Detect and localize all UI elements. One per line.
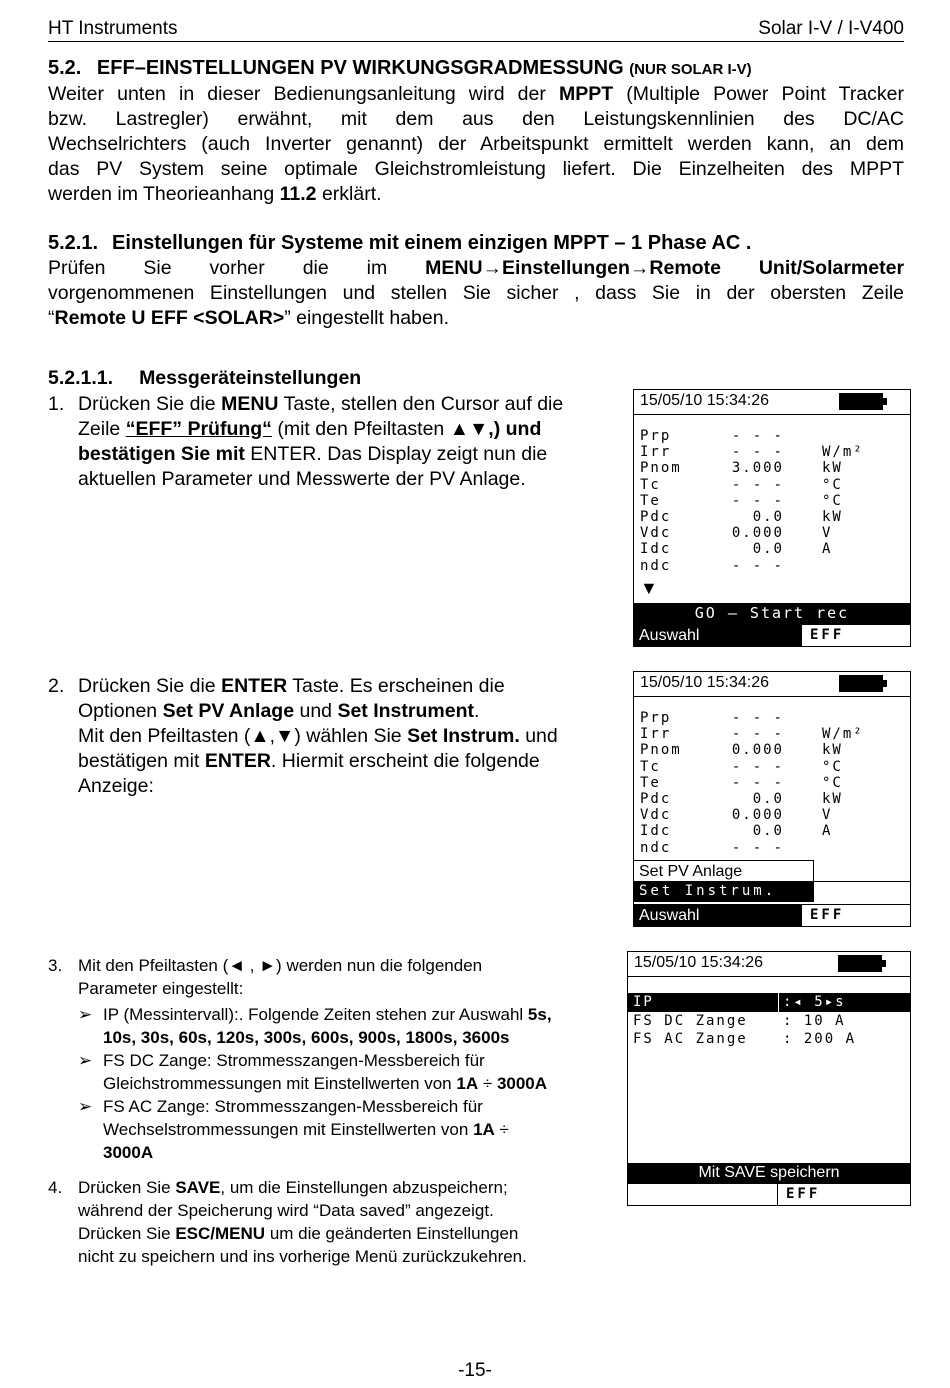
parameter-name: Te bbox=[640, 492, 661, 509]
display-screen-3 bbox=[627, 951, 911, 1206]
parameter-value: 0.0 bbox=[752, 791, 784, 807]
step3-text: Mit den Pfeiltasten (◄ , ►) werden nun die folgenden Parameter eingestellt: bbox=[78, 956, 483, 998]
parameter-name: Te bbox=[640, 774, 661, 791]
parameter-value: - - - bbox=[731, 476, 784, 493]
parameter-value: - - - bbox=[731, 492, 784, 509]
parameter-value: 0.000 bbox=[731, 742, 784, 759]
parameter-value: - - - bbox=[731, 557, 784, 574]
parameter-value: 0.000 bbox=[731, 807, 784, 824]
parameter-name: Idc bbox=[640, 823, 672, 840]
eff-mode-label: EFF bbox=[801, 905, 910, 926]
section-para-line5: werden im Theorieanhang 11.2 erklärt. bbox=[48, 183, 382, 205]
parameter-row bbox=[640, 558, 902, 574]
parameter-unit: kW bbox=[822, 791, 843, 807]
parameter-unit: °C bbox=[822, 476, 843, 493]
parameter-unit: A bbox=[822, 541, 833, 558]
step1-text: Drücken Sie die MENU Taste, stellen den Cursor auf die Zeile “EFF” Prüfung“ (mit den Pfeiltasten ▲▼,) und bestätigen Sie mit ENTER. Das Display zeigt nun die aktuellen Parameter und Messwerte der PV Anlage. bbox=[78, 393, 564, 490]
parameter-value: - - - bbox=[731, 774, 784, 791]
parameter-unit: °C bbox=[822, 774, 843, 791]
parameter-value: - - - bbox=[731, 758, 784, 775]
go-start-rec-bar: GO – Start rec bbox=[634, 603, 910, 624]
battery-icon bbox=[839, 675, 883, 692]
section-note: (NUR SOLAR I-V) bbox=[629, 61, 752, 78]
page-number: -15- bbox=[458, 1360, 492, 1381]
parameter-row bbox=[640, 509, 902, 525]
step4-number: 4. bbox=[48, 1178, 63, 1197]
step1-number: 1. bbox=[48, 393, 65, 415]
parameter-row bbox=[640, 444, 902, 460]
parameter-value: 0.0 bbox=[752, 823, 784, 840]
subsection-line2: vorgenommenen Einstellungen und stellen Sie sicher , dass Sie in der obersten Zeile bbox=[48, 282, 904, 304]
section-number: 5.2. bbox=[48, 57, 82, 79]
parameter-value: - - - bbox=[731, 444, 784, 461]
parameter-name: Vdc bbox=[640, 525, 672, 542]
section-para-line1: Weiter unten in dieser Bedienungsanleitung wird der MPPT (Multiple Power Point Tracker bbox=[48, 83, 905, 105]
arrow-bullet-icon: ➢ bbox=[78, 1005, 93, 1024]
step2-number: 2. bbox=[48, 675, 65, 697]
parameter-row bbox=[640, 840, 902, 856]
header-rule bbox=[48, 41, 904, 42]
display3-status-bar bbox=[628, 952, 910, 977]
step2-text: Drücken Sie die ENTER Taste. Es erscheinen die Optionen Set PV Anlage und Set Instrument. Mit den Pfeiltasten (▲,▼) wählen Sie Set Instrum. und bestätigen mit ENTER. Hiermit erscheint die folgende Anzeige: bbox=[78, 675, 558, 797]
ip-value: :◂ 5▸s bbox=[783, 994, 846, 1010]
parameter-unit: kW bbox=[822, 509, 843, 525]
parameter-unit: V bbox=[822, 525, 833, 542]
parameter-value: - - - bbox=[731, 428, 784, 444]
subsection-heading: 5.2.1. Einstellungen für Systeme mit einem einzigen MPPT – 1 Phase AC . bbox=[48, 232, 752, 254]
parameter-row bbox=[640, 823, 902, 839]
parameter-name: Idc bbox=[640, 541, 672, 558]
menu-option-set-pv-anlage[interactable]: Set PV Anlage bbox=[634, 860, 814, 881]
display3-datetime: 15/05/10 15:34:26 bbox=[634, 954, 764, 971]
display2-divider bbox=[814, 881, 910, 882]
display2-footer bbox=[634, 904, 910, 926]
display-screen-1 bbox=[633, 389, 911, 647]
parameter-name: Pnom bbox=[640, 742, 682, 759]
parameter-name: Pnom bbox=[640, 460, 682, 477]
parameter-row bbox=[640, 493, 902, 509]
parameter-row bbox=[640, 726, 902, 742]
display2-status-bar bbox=[634, 672, 910, 697]
step3-bullet-fs-ac: ➢ FS AC Zange: Strommesszangen-Messbereich für Wechselstrommessungen mit Einstellwerten von 1A ÷ 3000A bbox=[78, 1097, 509, 1162]
subsubsection-heading: 5.2.1.1. Messgeräteinstellungen bbox=[48, 367, 362, 389]
eff-mode-label: EFF bbox=[801, 625, 910, 646]
parameter-value: 0.0 bbox=[752, 541, 784, 558]
arrow-bullet-icon: ➢ bbox=[78, 1051, 93, 1070]
step3-bullet-ip: ➢ IP (Messintervall):. Folgende Zeiten stehen zur Auswahl 5s, 10s, 30s, 60s, 120s, 300s, 600s, 900s, 1800s, 3600s bbox=[78, 1005, 552, 1047]
parameter-row bbox=[640, 791, 902, 807]
header-product: Solar I-V / I-V400 bbox=[758, 18, 904, 39]
parameter-value: - - - bbox=[731, 710, 784, 726]
auswahl-softkey[interactable]: Auswahl bbox=[634, 905, 801, 926]
parameter-unit: kW bbox=[822, 460, 843, 477]
display1-datetime: 15/05/10 15:34:26 bbox=[640, 392, 770, 409]
parameter-name: ndc bbox=[640, 557, 672, 574]
battery-icon bbox=[839, 393, 883, 410]
parameter-value: 0.000 bbox=[731, 525, 784, 542]
display1-status-bar bbox=[634, 390, 910, 415]
auswahl-softkey[interactable]: Auswahl bbox=[634, 625, 801, 646]
section-para-line2: bzw. Lastregler) erwähnt, mit dem aus den Leistungskennlinien des DC/AC bbox=[48, 108, 904, 130]
eff-mode-label: EFF bbox=[777, 1184, 910, 1205]
subsection-line3: “Remote U EFF <SOLAR>” eingestellt haben. bbox=[48, 307, 449, 329]
step4-text: Drücken Sie SAVE, um die Einstellungen abzuspeichern; während der Speicherung wird “Data saved” angezeigt. Drücken Sie ESC/MENU um die geänderten Einstellungen nicht zu speichern und ins vorherige Menü zurückzukehren. bbox=[78, 1178, 527, 1266]
parameter-name: Tc bbox=[640, 476, 661, 493]
ip-label: IP bbox=[633, 994, 654, 1010]
section-title: EFF–EINSTELLUNGEN PV WIRKUNGSGRADMESSUNG bbox=[96, 57, 624, 79]
subsection-line1: Prüfen Sie vorher die im MENU→Einstellungen→Remote Unit/Solarmeter bbox=[48, 257, 905, 279]
parameter-name: Pdc bbox=[640, 509, 672, 525]
fs-ac-setting-row[interactable]: FS AC Zange : 200 A bbox=[633, 1031, 857, 1047]
parameter-row bbox=[640, 428, 902, 444]
display-screen-2 bbox=[633, 671, 911, 927]
mppt-term: MPPT bbox=[558, 83, 614, 105]
step3-bullet-fs-dc: ➢ FS DC Zange: Strommesszangen-Messbereich für Gleichstrommessungen mit Einstellwerten von 1A ÷ 3000A bbox=[78, 1051, 548, 1093]
parameter-name: ndc bbox=[640, 839, 672, 856]
header-brand: HT Instruments bbox=[48, 18, 178, 39]
save-hint-bar: Mit SAVE speichern bbox=[628, 1163, 910, 1183]
display1-footer bbox=[634, 624, 910, 646]
parameter-row bbox=[640, 541, 902, 557]
parameter-row bbox=[640, 460, 902, 476]
parameter-name: Pdc bbox=[640, 791, 672, 807]
parameter-name: Prp bbox=[640, 710, 672, 726]
arrow-bullet-icon: ➢ bbox=[78, 1097, 93, 1116]
battery-icon bbox=[838, 955, 882, 972]
parameter-unit: kW bbox=[822, 742, 843, 759]
parameter-unit: W/m² bbox=[822, 444, 864, 461]
down-arrow-icon: ▼ bbox=[640, 578, 658, 598]
parameter-value: - - - bbox=[731, 839, 784, 856]
parameter-name: Irr bbox=[640, 444, 672, 461]
menu-option-set-instrum[interactable]: Set Instrum. bbox=[634, 881, 814, 902]
parameter-row bbox=[640, 807, 902, 823]
parameter-name: Tc bbox=[640, 758, 661, 775]
section-heading bbox=[48, 56, 752, 82]
parameter-row bbox=[640, 710, 902, 726]
parameter-value: 0.0 bbox=[752, 509, 784, 525]
fs-dc-setting-row[interactable]: FS DC Zange : 10 A bbox=[633, 1013, 846, 1029]
parameter-unit: °C bbox=[822, 492, 843, 509]
parameter-unit: A bbox=[822, 823, 833, 840]
display2-datetime: 15/05/10 15:34:26 bbox=[640, 674, 770, 691]
parameter-name: Prp bbox=[640, 428, 672, 444]
section-para-line3: Wechselrichters (auch Inverter genannt) der Arbeitspunkt ermittelt werden kann, an dem bbox=[48, 133, 904, 155]
step3-number: 3. bbox=[48, 956, 63, 975]
parameter-row bbox=[640, 775, 902, 791]
parameter-value: - - - bbox=[731, 726, 784, 743]
parameter-name: Vdc bbox=[640, 807, 672, 824]
display3-footer bbox=[628, 1183, 910, 1205]
parameter-name: Irr bbox=[640, 726, 672, 743]
parameter-row bbox=[640, 742, 902, 758]
parameter-unit: °C bbox=[822, 758, 843, 775]
parameter-unit: V bbox=[822, 807, 833, 824]
ip-setting-row-selected[interactable] bbox=[628, 993, 910, 1012]
section-para-line4: das PV System seine optimale Gleichstromleistung liefert. Die Einzelheiten des MPPT bbox=[48, 158, 904, 180]
parameter-row bbox=[640, 525, 902, 541]
parameter-value: 3.000 bbox=[731, 460, 784, 477]
parameter-unit: W/m² bbox=[822, 726, 864, 743]
parameter-row bbox=[640, 477, 902, 493]
parameter-row bbox=[640, 759, 902, 775]
